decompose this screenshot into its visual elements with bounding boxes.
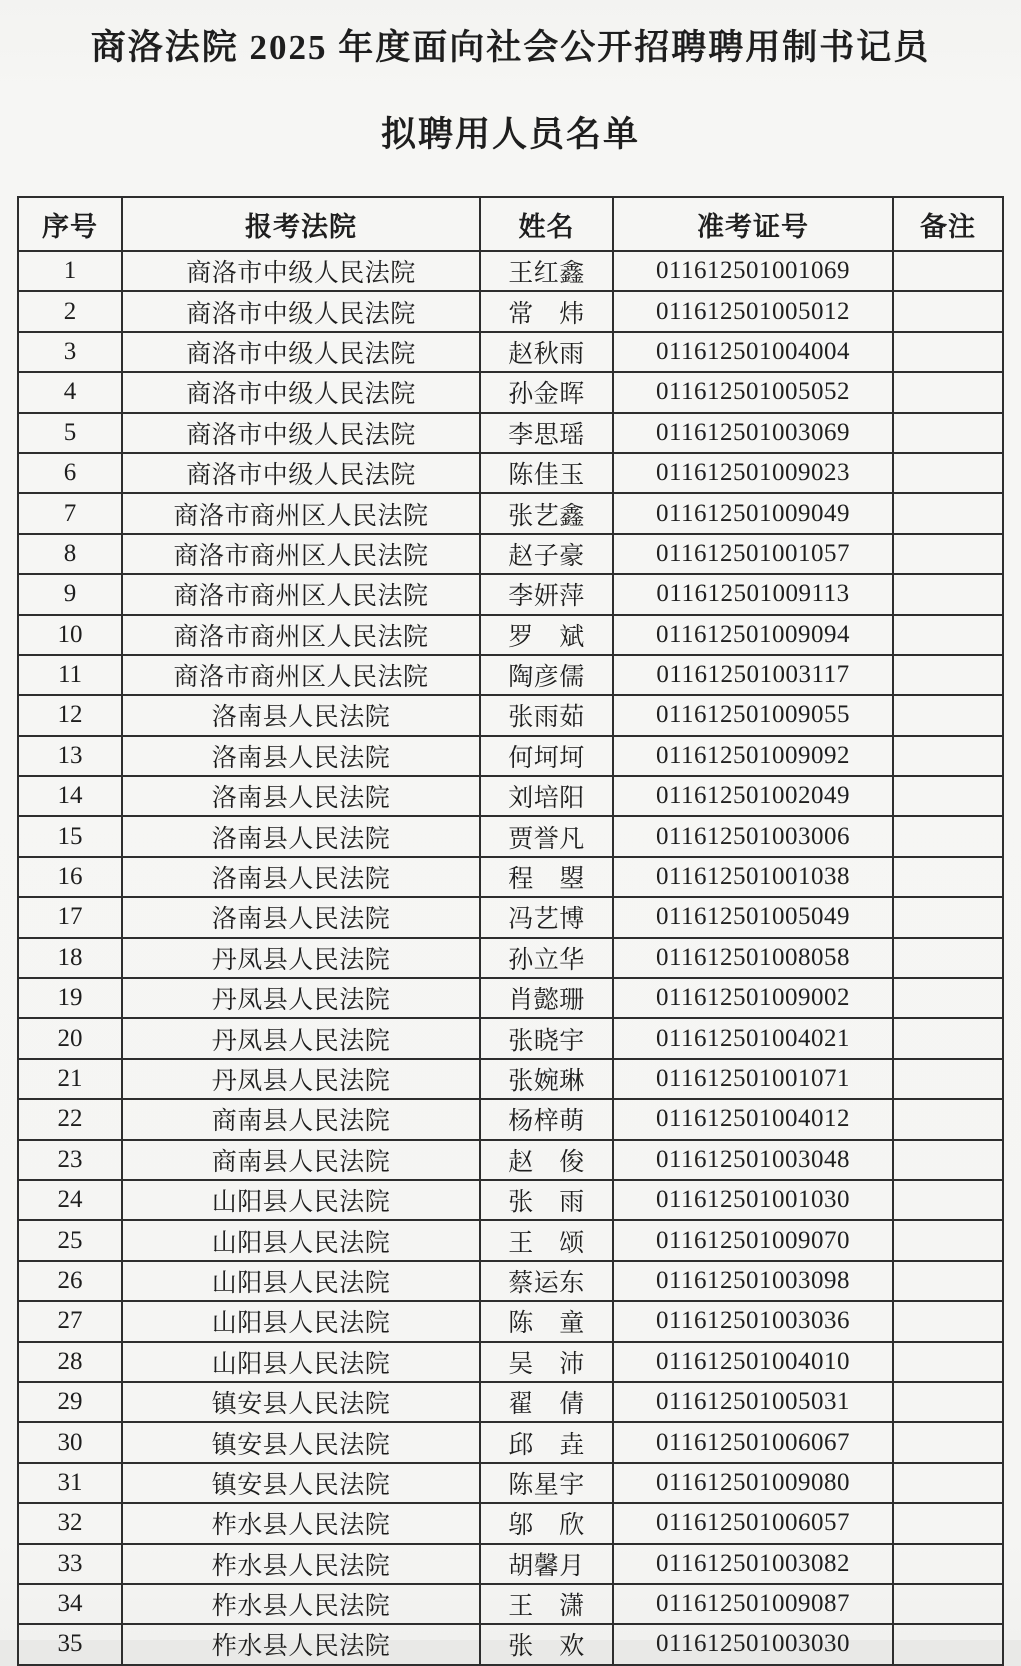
cell-exam-id: 011612501009002 <box>613 978 893 1018</box>
cell-exam-id: 011612501009049 <box>613 493 893 533</box>
cell-court: 商洛市中级人民法院 <box>122 453 480 493</box>
cell-exam-id: 011612501009094 <box>613 615 893 655</box>
cell-remark <box>893 291 1003 331</box>
document-title-line2: 拟聘用人员名单 <box>380 115 640 154</box>
cell-remark <box>893 1140 1003 1180</box>
table-row <box>18 372 1003 412</box>
cell-exam-id: 011612501003006 <box>613 816 893 856</box>
cell-court: 商洛市商州区人民法院 <box>122 655 480 695</box>
cell-exam-id: 011612501009092 <box>613 736 893 776</box>
table-row <box>18 938 1003 978</box>
cell-court: 丹凤县人民法院 <box>122 1018 480 1058</box>
cell-exam-id: 011612501003082 <box>613 1544 893 1584</box>
cell-name: 常 炜 <box>480 291 613 331</box>
cell-exam-id: 011612501005031 <box>613 1382 893 1422</box>
cell-remark <box>893 695 1003 735</box>
table-row <box>18 1544 1003 1584</box>
cell-name: 张 欢 <box>480 1624 613 1664</box>
cell-court: 山阳县人民法院 <box>122 1301 480 1341</box>
header-cell-exam-id: 准考证号 <box>613 197 893 251</box>
cell-exam-id: 011612501003098 <box>613 1261 893 1301</box>
table-row <box>18 1140 1003 1180</box>
cell-number: 12 <box>18 695 122 735</box>
cell-court: 柞水县人民法院 <box>122 1544 480 1584</box>
cell-court: 商洛市中级人民法院 <box>122 372 480 412</box>
table-row <box>18 655 1003 695</box>
cell-number: 11 <box>18 655 122 695</box>
cell-court: 山阳县人民法院 <box>122 1342 480 1382</box>
cell-remark <box>893 1624 1003 1664</box>
cell-name: 翟 倩 <box>480 1382 613 1422</box>
table-row <box>18 736 1003 776</box>
document-title-line1: 商洛法院 2025 年度面向社会公开招聘聘用制书记员 <box>90 28 931 67</box>
cell-remark <box>893 493 1003 533</box>
cell-court: 柞水县人民法院 <box>122 1584 480 1624</box>
cell-court: 商洛市中级人民法院 <box>122 413 480 453</box>
cell-number: 34 <box>18 1584 122 1624</box>
cell-name: 吴 沛 <box>480 1342 613 1382</box>
cell-court: 丹凤县人民法院 <box>122 1059 480 1099</box>
cell-court: 镇安县人民法院 <box>122 1382 480 1422</box>
cell-name: 何坷坷 <box>480 736 613 776</box>
cell-court: 丹凤县人民法院 <box>122 978 480 1018</box>
cell-court: 洛南县人民法院 <box>122 816 480 856</box>
table-row <box>18 1624 1003 1664</box>
table-row <box>18 695 1003 735</box>
cell-number: 9 <box>18 574 122 614</box>
cell-remark <box>893 615 1003 655</box>
cell-exam-id: 011612501004012 <box>613 1099 893 1139</box>
cell-exam-id: 011612501003117 <box>613 655 893 695</box>
table-row <box>18 1099 1003 1139</box>
cell-court: 柞水县人民法院 <box>122 1624 480 1664</box>
table-row <box>18 857 1003 897</box>
cell-remark <box>893 897 1003 937</box>
cell-court: 商洛市商州区人民法院 <box>122 574 480 614</box>
cell-number: 30 <box>18 1422 122 1462</box>
cell-exam-id: 011612501001069 <box>613 251 893 291</box>
cell-remark <box>893 1220 1003 1260</box>
cell-name: 张艺鑫 <box>480 493 613 533</box>
table-row <box>18 453 1003 493</box>
cell-court: 商洛市中级人民法院 <box>122 291 480 331</box>
cell-name: 陶彦儒 <box>480 655 613 695</box>
cell-remark <box>893 1584 1003 1624</box>
cell-remark <box>893 1544 1003 1584</box>
cell-number: 29 <box>18 1382 122 1422</box>
cell-remark <box>893 857 1003 897</box>
table-row <box>18 332 1003 372</box>
cell-remark <box>893 1261 1003 1301</box>
cell-remark <box>893 736 1003 776</box>
cell-remark <box>893 1301 1003 1341</box>
cell-name: 程 曌 <box>480 857 613 897</box>
cell-name: 王 潇 <box>480 1584 613 1624</box>
cell-remark <box>893 776 1003 816</box>
cell-name: 邬 欣 <box>480 1503 613 1543</box>
cell-name: 孙金晖 <box>480 372 613 412</box>
table-row <box>18 1463 1003 1503</box>
table-row <box>18 615 1003 655</box>
cell-name: 王 颂 <box>480 1220 613 1260</box>
cell-number: 10 <box>18 615 122 655</box>
cell-name: 孙立华 <box>480 938 613 978</box>
table-row <box>18 1180 1003 1220</box>
cell-court: 镇安县人民法院 <box>122 1463 480 1503</box>
cell-exam-id: 011612501003048 <box>613 1140 893 1180</box>
cell-name: 赵 俊 <box>480 1140 613 1180</box>
cell-exam-id: 011612501004004 <box>613 332 893 372</box>
cell-court: 镇安县人民法院 <box>122 1422 480 1462</box>
cell-number: 14 <box>18 776 122 816</box>
cell-exam-id: 011612501002049 <box>613 776 893 816</box>
cell-remark <box>893 655 1003 695</box>
cell-name: 李妍萍 <box>480 574 613 614</box>
cell-remark <box>893 938 1003 978</box>
personnel-table-header <box>18 197 1003 251</box>
table-row <box>18 493 1003 533</box>
cell-exam-id: 011612501009070 <box>613 1220 893 1260</box>
cell-number: 5 <box>18 413 122 453</box>
cell-number: 15 <box>18 816 122 856</box>
cell-court: 商洛市商州区人民法院 <box>122 615 480 655</box>
cell-number: 4 <box>18 372 122 412</box>
table-row <box>18 1261 1003 1301</box>
table-row <box>18 1018 1003 1058</box>
header-cell-number: 序号 <box>18 197 122 251</box>
table-row <box>18 1503 1003 1543</box>
cell-number: 31 <box>18 1463 122 1503</box>
header-cell-name: 姓名 <box>480 197 613 251</box>
table-row <box>18 1301 1003 1341</box>
cell-exam-id: 011612501005049 <box>613 897 893 937</box>
header-cell-remark: 备注 <box>893 197 1003 251</box>
cell-court: 商南县人民法院 <box>122 1140 480 1180</box>
cell-court: 商洛市中级人民法院 <box>122 251 480 291</box>
cell-name: 赵子豪 <box>480 534 613 574</box>
cell-name: 贾誉凡 <box>480 816 613 856</box>
cell-number: 3 <box>18 332 122 372</box>
personnel-table <box>17 196 1004 1666</box>
cell-remark <box>893 1422 1003 1462</box>
cell-remark <box>893 413 1003 453</box>
cell-exam-id: 011612501004010 <box>613 1342 893 1382</box>
cell-court: 山阳县人民法院 <box>122 1261 480 1301</box>
cell-court: 商洛市商州区人民法院 <box>122 493 480 533</box>
table-row <box>18 413 1003 453</box>
table-row <box>18 534 1003 574</box>
cell-number: 2 <box>18 291 122 331</box>
table-row <box>18 816 1003 856</box>
cell-remark <box>893 1180 1003 1220</box>
cell-number: 6 <box>18 453 122 493</box>
cell-court: 柞水县人民法院 <box>122 1503 480 1543</box>
table-row <box>18 1584 1003 1624</box>
cell-remark <box>893 574 1003 614</box>
cell-remark <box>893 453 1003 493</box>
header-cell-court: 报考法院 <box>122 197 480 251</box>
cell-number: 24 <box>18 1180 122 1220</box>
cell-remark <box>893 251 1003 291</box>
cell-court: 丹凤县人民法院 <box>122 938 480 978</box>
cell-exam-id: 011612501006057 <box>613 1503 893 1543</box>
table-row <box>18 251 1003 291</box>
cell-exam-id: 011612501001038 <box>613 857 893 897</box>
cell-number: 28 <box>18 1342 122 1382</box>
cell-number: 26 <box>18 1261 122 1301</box>
cell-exam-id: 011612501009087 <box>613 1584 893 1624</box>
cell-exam-id: 011612501009113 <box>613 574 893 614</box>
cell-number: 18 <box>18 938 122 978</box>
cell-exam-id: 011612501005052 <box>613 372 893 412</box>
cell-name: 胡馨月 <box>480 1544 613 1584</box>
cell-number: 27 <box>18 1301 122 1341</box>
cell-remark <box>893 1503 1003 1543</box>
personnel-table-body <box>18 251 1003 1665</box>
cell-remark <box>893 1382 1003 1422</box>
cell-name: 陈佳玉 <box>480 453 613 493</box>
cell-exam-id: 011612501008058 <box>613 938 893 978</box>
cell-number: 8 <box>18 534 122 574</box>
cell-remark <box>893 534 1003 574</box>
cell-remark <box>893 978 1003 1018</box>
cell-court: 山阳县人民法院 <box>122 1180 480 1220</box>
cell-exam-id: 011612501001030 <box>613 1180 893 1220</box>
cell-court: 商南县人民法院 <box>122 1099 480 1139</box>
cell-name: 陈 童 <box>480 1301 613 1341</box>
cell-exam-id: 011612501009023 <box>613 453 893 493</box>
cell-exam-id: 011612501006067 <box>613 1422 893 1462</box>
cell-number: 25 <box>18 1220 122 1260</box>
cell-name: 张雨茹 <box>480 695 613 735</box>
cell-name: 罗 斌 <box>480 615 613 655</box>
cell-exam-id: 011612501003069 <box>613 413 893 453</box>
cell-number: 32 <box>18 1503 122 1543</box>
cell-number: 13 <box>18 736 122 776</box>
cell-name: 张 雨 <box>480 1180 613 1220</box>
cell-remark <box>893 1099 1003 1139</box>
cell-name: 蔡运东 <box>480 1261 613 1301</box>
cell-court: 山阳县人民法院 <box>122 1220 480 1260</box>
cell-name: 肖懿珊 <box>480 978 613 1018</box>
cell-number: 16 <box>18 857 122 897</box>
cell-number: 22 <box>18 1099 122 1139</box>
cell-remark <box>893 372 1003 412</box>
cell-name: 邱 垚 <box>480 1422 613 1462</box>
cell-name: 王红鑫 <box>480 251 613 291</box>
table-row <box>18 291 1003 331</box>
table-row <box>18 897 1003 937</box>
cell-remark <box>893 1463 1003 1503</box>
cell-name: 陈星宇 <box>480 1463 613 1503</box>
cell-number: 23 <box>18 1140 122 1180</box>
cell-remark <box>893 1342 1003 1382</box>
table-row <box>18 1220 1003 1260</box>
cell-court: 洛南县人民法院 <box>122 736 480 776</box>
cell-number: 17 <box>18 897 122 937</box>
cell-number: 7 <box>18 493 122 533</box>
cell-exam-id: 011612501001057 <box>613 534 893 574</box>
cell-number: 19 <box>18 978 122 1018</box>
cell-number: 35 <box>18 1624 122 1664</box>
cell-exam-id: 011612501004021 <box>613 1018 893 1058</box>
cell-court: 洛南县人民法院 <box>122 695 480 735</box>
cell-remark <box>893 816 1003 856</box>
table-row <box>18 1059 1003 1099</box>
cell-court: 洛南县人民法院 <box>122 897 480 937</box>
cell-court: 洛南县人民法院 <box>122 857 480 897</box>
cell-number: 1 <box>18 251 122 291</box>
table-row <box>18 776 1003 816</box>
cell-remark <box>893 1059 1003 1099</box>
cell-number: 21 <box>18 1059 122 1099</box>
header-row <box>18 197 1003 251</box>
cell-exam-id: 011612501003030 <box>613 1624 893 1664</box>
cell-court: 洛南县人民法院 <box>122 776 480 816</box>
cell-name: 杨梓萌 <box>480 1099 613 1139</box>
cell-exam-id: 011612501009055 <box>613 695 893 735</box>
cell-name: 赵秋雨 <box>480 332 613 372</box>
cell-name: 张晓宇 <box>480 1018 613 1058</box>
table-row <box>18 1422 1003 1462</box>
cell-exam-id: 011612501003036 <box>613 1301 893 1341</box>
cell-exam-id: 011612501001071 <box>613 1059 893 1099</box>
table-row <box>18 1382 1003 1422</box>
cell-number: 20 <box>18 1018 122 1058</box>
table-row <box>18 1342 1003 1382</box>
cell-remark <box>893 332 1003 372</box>
cell-court: 商洛市中级人民法院 <box>122 332 480 372</box>
cell-court: 商洛市商州区人民法院 <box>122 534 480 574</box>
cell-number: 33 <box>18 1544 122 1584</box>
cell-name: 冯艺博 <box>480 897 613 937</box>
table-row <box>18 574 1003 614</box>
cell-exam-id: 011612501005012 <box>613 291 893 331</box>
cell-exam-id: 011612501009080 <box>613 1463 893 1503</box>
cell-name: 刘培阳 <box>480 776 613 816</box>
cell-name: 李思瑶 <box>480 413 613 453</box>
cell-name: 张婉琳 <box>480 1059 613 1099</box>
cell-remark <box>893 1018 1003 1058</box>
table-row <box>18 978 1003 1018</box>
